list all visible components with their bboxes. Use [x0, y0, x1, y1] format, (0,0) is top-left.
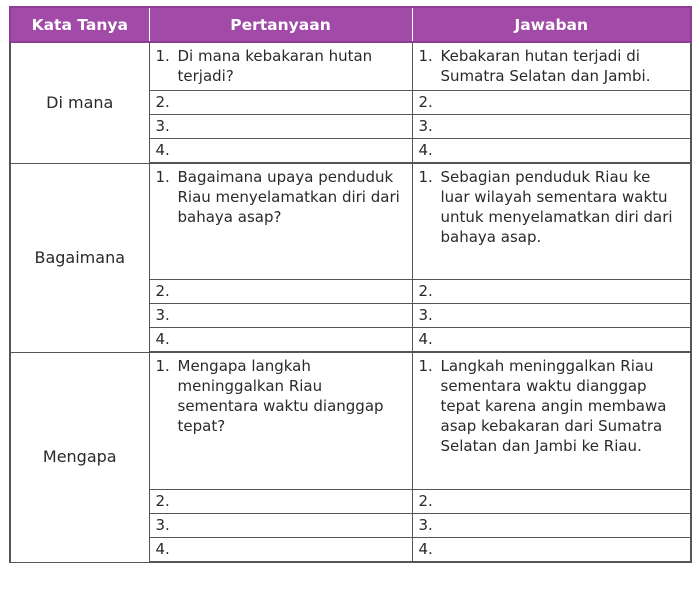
answer-blank[interactable]	[412, 304, 691, 328]
question-blank[interactable]	[149, 490, 412, 514]
question-answer-table	[9, 6, 692, 563]
table-wrapper	[9, 6, 692, 563]
answer-text: Kebakaran hutan terjadi di Sumatra Selatan dan Jambi.	[440, 47, 651, 85]
question-blank[interactable]	[149, 139, 412, 164]
answer-blank[interactable]	[412, 139, 691, 164]
question-text: Mengapa langkah meninggalkan Riau sementara waktu dianggap tepat?	[177, 357, 384, 435]
answer-text: Sebagian penduduk Riau ke luar wilayah sementara waktu untuk menyelamatkan diri dari bahaya asap.	[440, 168, 673, 246]
answer-blank[interactable]	[412, 91, 691, 115]
answer-cell	[412, 42, 691, 91]
kata-tanya-cell: Bagaimana	[10, 163, 149, 352]
answer-cell	[412, 352, 691, 490]
item-number: 1.	[418, 168, 433, 186]
answer-blank[interactable]	[412, 538, 691, 563]
question-blank[interactable]	[149, 91, 412, 115]
item-number: 4.	[418, 540, 433, 558]
table-row	[10, 42, 691, 91]
question-cell	[149, 352, 412, 490]
item-number: 2.	[418, 93, 433, 111]
item-number: 1.	[155, 357, 170, 375]
question-blank[interactable]	[149, 304, 412, 328]
item-number: 1.	[418, 357, 433, 375]
answer-blank[interactable]	[412, 490, 691, 514]
item-number: 1.	[418, 47, 433, 65]
question-blank[interactable]	[149, 514, 412, 538]
item-number: 3.	[418, 117, 433, 135]
item-number: 3.	[155, 117, 170, 135]
item-number: 3.	[418, 306, 433, 324]
table-row	[10, 352, 691, 490]
question-blank[interactable]	[149, 328, 412, 353]
kata-tanya-cell: Di mana	[10, 42, 149, 163]
header-row	[10, 7, 691, 42]
item-number: 4.	[155, 141, 170, 159]
answer-blank[interactable]	[412, 514, 691, 538]
question-cell	[149, 42, 412, 91]
item-number: 3.	[418, 516, 433, 534]
item-number: 2.	[418, 282, 433, 300]
kata-tanya-cell: Mengapa	[10, 352, 149, 562]
item-number: 4.	[418, 141, 433, 159]
item-number: 2.	[155, 93, 170, 111]
item-number: 2.	[155, 282, 170, 300]
answer-text: Langkah meninggalkan Riau sementara waktu dianggap tepat karena angin membawa asap kebakaran dari Sumatra Selatan dan Jambi ke Riau.	[440, 357, 667, 455]
answer-blank[interactable]	[412, 115, 691, 139]
item-number: 4.	[418, 330, 433, 348]
question-cell	[149, 163, 412, 280]
item-number: 2.	[418, 492, 433, 510]
question-blank[interactable]	[149, 280, 412, 304]
item-number: 4.	[155, 330, 170, 348]
question-text: Bagaimana upaya penduduk Riau menyelamatkan diri dari bahaya asap?	[177, 168, 400, 226]
item-number: 1.	[155, 168, 170, 186]
item-number: 2.	[155, 492, 170, 510]
table-row	[10, 163, 691, 280]
question-blank[interactable]	[149, 538, 412, 563]
answer-blank[interactable]	[412, 280, 691, 304]
header-jawaban: Jawaban	[412, 7, 691, 42]
item-number: 3.	[155, 306, 170, 324]
question-text: Di mana kebakaran hutan terjadi?	[177, 47, 373, 85]
item-number: 4.	[155, 540, 170, 558]
header-pertanyaan: Pertanyaan	[149, 7, 412, 42]
item-number: 3.	[155, 516, 170, 534]
item-number: 1.	[155, 47, 170, 65]
answer-blank[interactable]	[412, 328, 691, 353]
answer-cell	[412, 163, 691, 280]
header-kata-tanya: Kata Tanya	[10, 7, 149, 42]
question-blank[interactable]	[149, 115, 412, 139]
